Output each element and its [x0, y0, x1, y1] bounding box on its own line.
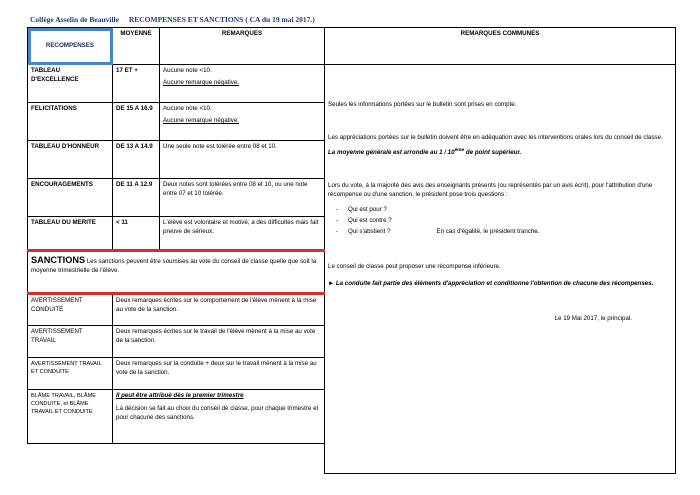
reward-label: TABLEAU D'EXCELLENCE: [28, 65, 113, 103]
list-item: - Qui s'abstient ? En cas d'égalité, le président tranche.: [348, 228, 672, 237]
sanctions-intro: SANCTIONS Les sanctions peuvent être soumises au vote du conseil de classe quelle que soit la moyenne trimestrielle de l'élève.: [28, 251, 325, 294]
reward-remarques: Une seule note est tolérée entre 08 et 10.: [160, 141, 325, 179]
reward-moyenne: < 11: [113, 217, 160, 251]
sanctions-title: SANCTIONS: [31, 255, 86, 265]
arrow-icon: ►: [328, 279, 335, 287]
sanction-label: AVERTISSEMENT CONDUITE: [28, 294, 113, 326]
note-appreciations: Les appréciations portées sur le bulletin doivent être en adéquation avec les interventions orales lors du conseil de classe.: [328, 133, 663, 141]
sanction-label: AVERTISSEMENT TRAVAIL: [28, 326, 113, 358]
reward-remarques: [160, 103, 325, 141]
reward-remarques: L'élève est volontaire et motivé, a des difficultés mais fait preuve de sérieux.: [160, 217, 325, 251]
header-remarques: REMARQUES: [160, 28, 325, 65]
sanction-text: Deux remarques écrites sur le travail de l'élève mènent à la mise au vote de la sanction.: [113, 326, 325, 358]
reward-label: TABLEAU D'HONNEUR: [28, 141, 113, 179]
reward-label: TABLEAU DU MERITE: [28, 217, 113, 251]
note-vote: Lors du vote, à la majorité des avis des enseignants présents (ou représentés par un avis écrit), pour l'attribution d'une récompense ou d'une sanction, le président pose trois questions :: [328, 182, 653, 198]
sanction-label: BLÂME TRAVAIL, BLÂME CONDUITE, et BLÂME TRAVAIL ET CONDUITE: [28, 390, 113, 444]
sanction-label: AVERTISSEMENT TRAVAIL ET CONDUITE: [28, 358, 113, 390]
reward-remarques: Deux notes sont tolérées entre 08 et 10, ou une note entre 07 et 10 tolérée.: [160, 179, 325, 217]
note-egalite: En cas d'égalité, le président tranche.: [436, 227, 540, 235]
remark-line: Aucune remarque négative.: [163, 78, 240, 86]
school-name: Collège Asselin de Beauville: [30, 15, 119, 24]
document-header: [30, 15, 315, 24]
remark-line: Aucune note <10.: [163, 105, 212, 112]
vote-questions: [328, 206, 672, 237]
list-item: - Qui est contre ?: [348, 217, 672, 226]
header-moyenne: MOYENNE: [113, 28, 160, 65]
document-title: RECOMPENSES ET SANCTIONS ( CA du 19 mai 2017.): [128, 15, 315, 24]
sanction-text: Deux remarques sur la conduite + deux sur le travail mènent à la mise au vote de la sanction.: [113, 358, 325, 390]
reward-label: FELICITATIONS: [28, 103, 113, 141]
common-remarks: [325, 65, 676, 474]
reward-moyenne: DE 13 A 14.9: [113, 141, 160, 179]
list-item: - Qui est pour ?: [348, 206, 672, 215]
sanction-detail: La décision se fait au choix du conseil de classe, pour chaque trimestre et pour chacune des sanctions.: [116, 404, 319, 421]
signature: Le 19 Mai 2017, le principal.: [554, 314, 632, 322]
remark-line: Aucune note <10.: [163, 67, 212, 74]
sanction-text: [113, 390, 325, 444]
sanction-text: Deux remarques écrites sur le comportement de l'élève mènent à la mise au vote de la sanction.: [113, 294, 325, 326]
reward-moyenne: 17 ET +: [113, 65, 160, 103]
note-arrondi: La moyenne générale est arrondie au 1 / 10ème de point supérieur.: [328, 147, 522, 157]
note-proposition: Le conseil de classe peut proposer une récompense inférieure.: [328, 262, 501, 270]
rewards-sanctions-table: [27, 27, 676, 474]
header-recompenses: RECOMPENSES: [28, 28, 113, 65]
reward-moyenne: DE 15 A 16.9: [113, 103, 160, 141]
note-conduite: ► La conduite fait partie des éléments d'appréciation et conditionne l'obtention de chacune des récompenses.: [328, 279, 654, 287]
reward-label: ENCOURAGEMENTS: [28, 179, 113, 217]
reward-remarques: [160, 65, 325, 103]
sanction-emphasis: Il peut être attribué dès le premier trimestre: [116, 392, 244, 399]
note-bulletin: Seules les informations portées sur le bulletin sont prises en compte.: [328, 101, 517, 108]
header-remarques-communes: REMARQUES COMMUNES: [325, 28, 676, 65]
reward-moyenne: DE 11 A 12.9: [113, 179, 160, 217]
remark-line: Aucune remarque négative.: [163, 116, 240, 124]
table-row: [28, 65, 676, 103]
